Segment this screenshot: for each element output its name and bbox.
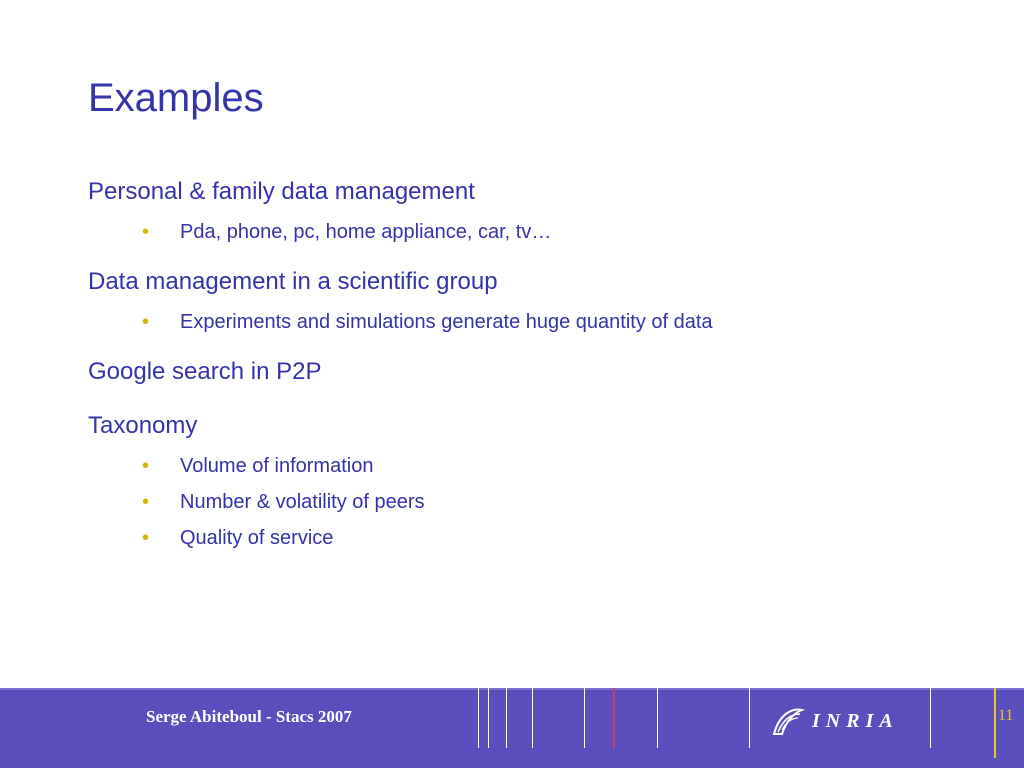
bullet-text: Volume of information xyxy=(180,455,374,477)
bullet-item xyxy=(140,214,968,250)
bullet-item xyxy=(140,448,968,484)
bullet-list xyxy=(88,304,968,340)
footer-stripe xyxy=(584,688,585,748)
slide-footer xyxy=(0,688,1024,768)
bullet-text: Pda, phone, pc, home appliance, car, tv… xyxy=(180,221,552,243)
bullet-item xyxy=(140,304,968,340)
bullet-icon: • xyxy=(142,221,150,243)
footer-stripe xyxy=(488,688,489,748)
inria-logo-icon xyxy=(770,706,806,738)
footer-stripe xyxy=(532,688,533,748)
footer-stripe-accent xyxy=(994,688,996,758)
slide-content xyxy=(88,170,968,566)
slide-title: Examples xyxy=(88,76,264,120)
bullet-text: Experiments and simulations generate huge quantity of data xyxy=(180,311,713,333)
page-number: 11 xyxy=(998,707,1014,724)
footer-divider xyxy=(0,688,1024,690)
bullet-text: Quality of service xyxy=(180,527,334,549)
bullet-icon: • xyxy=(142,491,150,513)
bullet-item xyxy=(140,484,968,520)
footer-stripe xyxy=(749,688,750,748)
section-personal-data xyxy=(88,170,968,250)
section-scientific-group xyxy=(88,260,968,340)
section-taxonomy xyxy=(88,404,968,556)
bullet-list xyxy=(88,214,968,250)
bullet-icon: • xyxy=(142,311,150,333)
section-heading: Google search in P2P xyxy=(88,358,322,385)
section-google-search xyxy=(88,350,968,394)
section-heading: Personal & family data management xyxy=(88,178,475,205)
footer-stripe xyxy=(506,688,507,748)
bullet-icon: • xyxy=(142,527,150,549)
inria-logo xyxy=(770,706,920,738)
footer-author: Serge Abiteboul - Stacs 2007 xyxy=(146,707,352,726)
footer-stripe xyxy=(657,688,658,748)
bullet-icon: • xyxy=(142,455,150,477)
footer-stripe xyxy=(930,688,931,748)
footer-stripe-accent xyxy=(613,688,615,748)
section-heading: Data management in a scientific group xyxy=(88,268,498,295)
bullet-item xyxy=(140,520,968,556)
section-heading: Taxonomy xyxy=(88,412,198,439)
bullet-list xyxy=(88,448,968,556)
inria-logo-text: INRIA xyxy=(812,710,899,732)
footer-stripe xyxy=(478,688,479,748)
bullet-text: Number & volatility of peers xyxy=(180,491,425,513)
